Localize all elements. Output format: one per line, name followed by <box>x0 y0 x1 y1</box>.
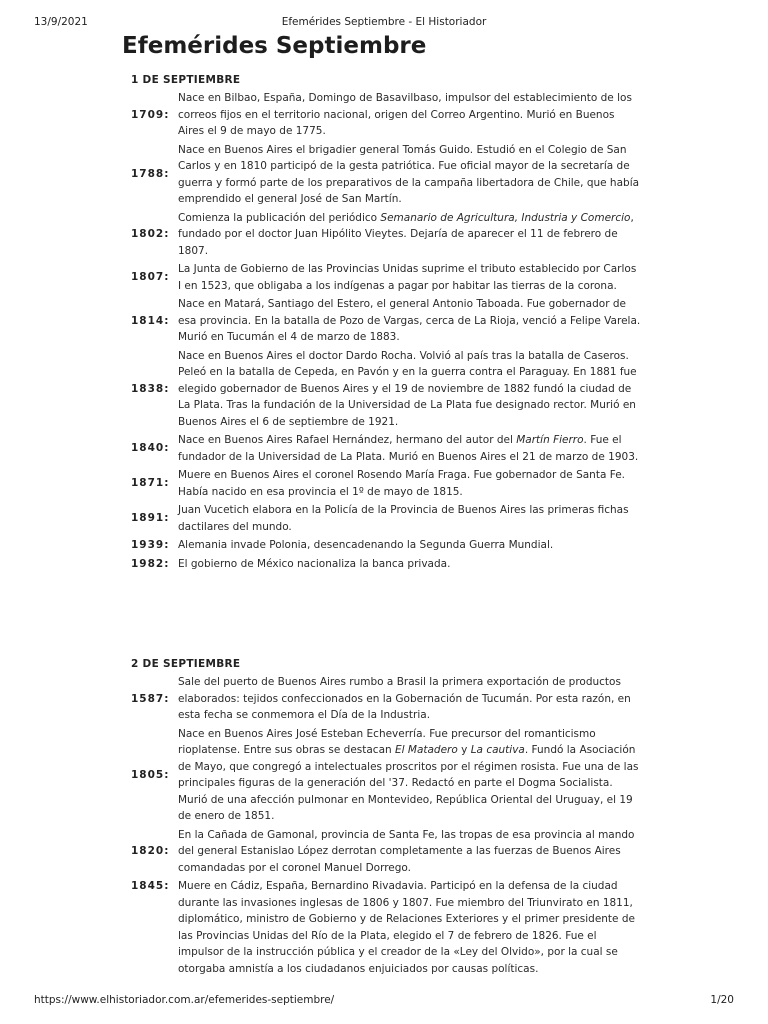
event-text-part: . Fundó la Asociación de Mayo, que congregó a intelectuales proscritos por el régimen rosista. Fue una de las principales figuras de la generación del '37. Redactó en parte el Dogma Socialista. Murió de una afección pulmonar en Montevideo, República Oriental del Uruguay, el 19 de enero de 1851. <box>178 744 639 822</box>
event-year: 1939: <box>131 539 170 551</box>
event-year: 1820: <box>131 845 170 857</box>
event-text-part: Comienza la publicación del periódico <box>178 211 381 224</box>
event-row <box>131 878 641 977</box>
day-heading: 1 DE SEPTIEMBRE <box>131 74 241 86</box>
book-title: Martín Fierro <box>516 434 584 446</box>
event-row <box>131 556 641 573</box>
event-text: Nace en Bilbao, España, Domingo de Basavilbaso, impulsor del establecimiento de los correos fijos en el territorio nacional, origen del Correo Argentino. Murió en Buenos Aires el 9 de mayo de 1775. <box>178 92 632 137</box>
event-row <box>131 348 641 431</box>
book-title: La cautiva <box>470 744 525 756</box>
event-text: Juan Vucetich elabora en la Policía de la Provincia de Buenos Aires las primeras fichas dactilares del mundo. <box>178 504 629 533</box>
event-row <box>131 142 641 208</box>
day-heading: 2 DE SEPTIEMBRE <box>131 658 241 670</box>
event-text-part: Nace en Buenos Aires José Esteban Echeverría. Fue precursor del romanticismo rioplatense. Entre sus obras se destacan <box>178 727 596 756</box>
event-text: Muere en Cádiz, España, Bernardino Rivadavia. Participó en la defensa de la ciudad durante las invasiones inglesas de 1806 y 1807. Fue miembro del Triunvirato en 1811, diplomático, ministro de Gobierno y de Relaciones Exteriores y el primer presidente de las Provincias Unidas del Río de la Plata, elegido el 7 de febrero de 1826. Fue el impulsor de la instrucción pública y el creador de la «Ley del Olvido», por la cual se otorgaba amnistía a los ciudadanos enjuiciados por causas políticas. <box>178 880 635 975</box>
page-title: Efemérides Septiembre <box>122 33 427 59</box>
publication-title: Semanario de Agricultura, Industria y Comercio <box>380 211 631 224</box>
book-title: El Matadero <box>395 744 458 756</box>
event-text: Nace en Buenos Aires el doctor Dardo Rocha. Volvió al país tras la batalla de Caseros. Peleó en la batalla de Cepeda, en Pavón y en la guerra contra el Paraguay. En 1881 fue elegido gobernador de Buenos Aires y el 19 de noviembre de 1882 fundó la ciudad de La Plata. Tras la fundación de la Universidad de La Plata fue designado rector. Murió en Buenos Aires el 6 de septiembre de 1921. <box>178 349 637 428</box>
page-number: 1/20 <box>710 994 734 1006</box>
event-year: 1891: <box>131 512 170 525</box>
event-text: Alemania invade Polonia, desencadenando la Segunda Guerra Mundial. <box>178 539 554 551</box>
event-year: 1788: <box>131 168 170 181</box>
event-text <box>178 432 641 465</box>
event-row <box>131 296 641 346</box>
event-text-part: y <box>457 744 471 756</box>
event-text-part: , fundado por el doctor Juan Hipólito Vieytes. Dejaría de aparecer el 11 de febrero de 1807. <box>178 211 634 257</box>
event-year: 1802: <box>131 228 170 240</box>
event-year: 1709: <box>131 108 170 121</box>
event-text-part: Nace en Buenos Aires Rafael Hernández, hermano del autor del <box>178 434 517 446</box>
event-row <box>131 467 641 500</box>
event-text: Nace en Buenos Aires el brigadier general Tomás Guido. Estudió en el Colegio de San Carlos y en 1810 participó de la gesta patriótica. Fue oficial mayor de la secretaría de guerra y formó parte de los preparativos de la campaña libertadora de Chile, que había emprendido el general José de San Martín. <box>178 143 640 205</box>
event-row <box>131 537 641 554</box>
source-url: https://www.elhistoriador.com.ar/efemerides-septiembre/ <box>34 994 335 1006</box>
print-date: 13/9/2021 <box>34 16 88 28</box>
event-text: En la Cañada de Gamonal, provincia de Santa Fe, las tropas de esa provincia al mando del general Estanislao López derrotan completamente a las fuerzas de Buenos Aires comandadas por el coronel Manuel Dorrego. <box>178 828 635 874</box>
event-row <box>131 674 641 724</box>
event-text-part: . Fue el fundador de la Universidad de La Plata. Murió en Buenos Aires el 21 de marzo de 1903. <box>178 434 639 463</box>
event-year: 1840: <box>131 442 170 455</box>
event-text: El gobierno de México nacionaliza la banca privada. <box>178 557 451 570</box>
event-text: Nace en Matará, Santiago del Estero, el general Antonio Taboada. Fue gobernador de esa provincia. En la batalla de Pozo de Vargas, cerca de La Rioja, venció a Felipe Varela. Murió en Tucumán el 4 de marzo de 1883. <box>178 298 641 343</box>
event-year: 1814: <box>131 314 170 327</box>
event-year: 1982: <box>131 557 170 570</box>
event-year: 1871: <box>131 477 170 490</box>
event-text <box>178 210 641 260</box>
day-section-2 <box>131 657 641 979</box>
print-doc-title: Efemérides Septiembre - El Historiador <box>281 16 487 28</box>
event-row <box>131 210 641 260</box>
event-row <box>131 432 641 465</box>
event-text: Sale del puerto de Buenos Aires rumbo a Brasil la primera exportación de productos elaborados: tejidos confeccionados en la Gobernación de Tucumán. Por esta razón, en esta fecha se conmemora el Día de la Industria. <box>178 676 631 721</box>
event-row <box>131 827 641 877</box>
event-text: La Junta de Gobierno de las Provincias Unidas suprime el tributo establecido por Carlos I en 1523, que obligaba a los indígenas a pagar por habitar las tierras de la corona. <box>178 263 637 292</box>
event-year: 1845: <box>131 880 170 892</box>
event-year: 1838: <box>131 382 170 395</box>
event-text <box>178 726 641 825</box>
event-row <box>131 261 641 294</box>
event-row <box>131 90 641 140</box>
event-year: 1807: <box>131 271 170 284</box>
event-text: Muere en Buenos Aires el coronel Rosendo María Fraga. Fue gobernador de Santa Fe. Había nacido en esa provincia el 1º de mayo de 1815. <box>178 469 625 498</box>
event-row <box>131 502 641 535</box>
event-year: 1805: <box>131 768 170 781</box>
event-row <box>131 726 641 825</box>
day-section-1 <box>131 73 641 574</box>
event-year: 1587: <box>131 692 170 705</box>
